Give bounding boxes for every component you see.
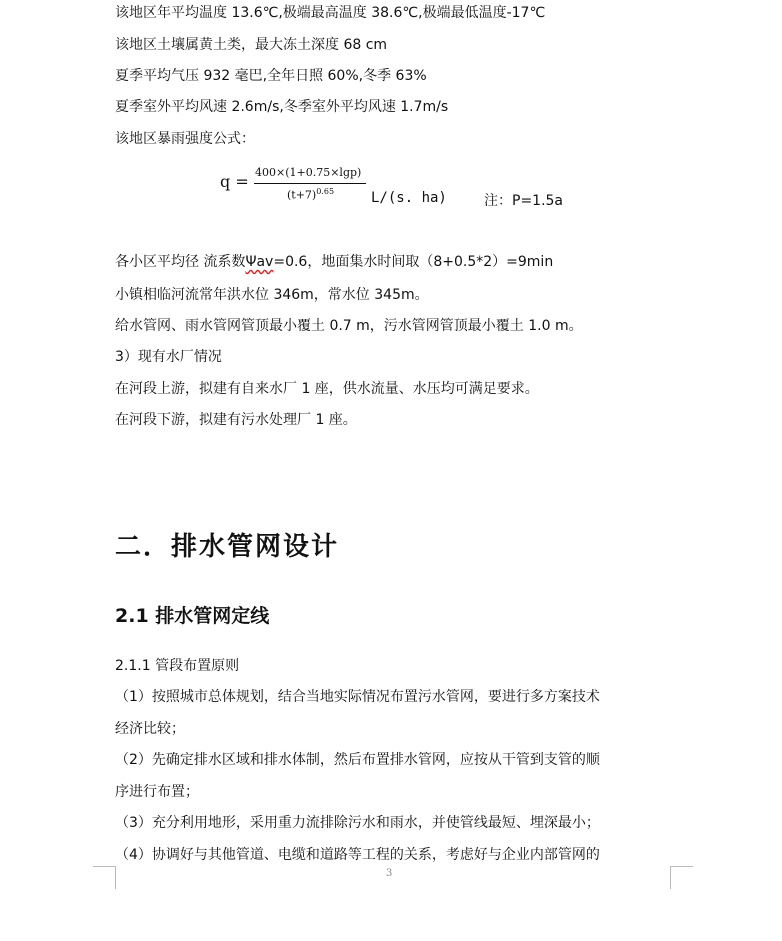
text-line: 小镇相临河流常年洪水位 346m，常水位 345m。 xyxy=(115,287,429,303)
principle-line: （4）协调好与其他管道、电缆和道路等工程的关系，考虑好与企业内部管网的 xyxy=(115,847,600,863)
spellcheck-mark: Ψav xyxy=(245,254,274,270)
text-line: 给水管网、雨水管网管顶最小覆土 0.7 m，污水管网管顶最小覆土 1.0 m。 xyxy=(115,318,583,334)
page-corner-mark-left xyxy=(93,866,116,889)
text-line: 在河段下游，拟建有污水处理厂 1 座。 xyxy=(115,412,357,428)
heading-level-1: 二．排水管网设计 xyxy=(115,532,340,562)
formula-denominator: $(t+7)^{0.65}$ xyxy=(287,187,335,202)
section-heading: 2.1.1 管段布置原则 xyxy=(115,658,240,674)
text-line: 3）现有水厂情况 xyxy=(115,349,222,365)
heading-level-2: 2.1 排水管网定线 xyxy=(115,605,270,627)
formula-unit: L/(s. ha) xyxy=(371,190,447,206)
text-line: 夏季平均气压 932 毫巴,全年日照 60%,冬季 63% xyxy=(115,68,427,84)
text-line: 该地区暴雨强度公式： xyxy=(115,131,255,147)
formula-note: 注：P=1.5a xyxy=(484,193,564,209)
principle-line: 经济比较； xyxy=(115,721,185,737)
principle-line: （3）充分利用地形，采用重力流排除污水和雨水，并使管线最短、埋深最小； xyxy=(115,815,600,831)
text-line: 该地区土壤属黄土类，最大冻土深度 68 cm xyxy=(115,37,388,53)
text-line: 夏季室外平均风速 2.6m/s,冬季室外平均风速 1.7m/s xyxy=(115,99,449,115)
principle-line: （2）先确定排水区域和排水体制，然后布置排水管网，应按从干管到支管的顺 xyxy=(115,752,600,768)
runoff-coefficient-line: 各小区平均径 流系数Ψav=0.6，地面集水时间取（8+0.5*2）=9min xyxy=(115,254,554,270)
text-line: 在河段上游，拟建有自来水厂 1 座，供水流量、水压均可满足要求。 xyxy=(115,381,539,397)
fraction-bar xyxy=(254,183,366,184)
page-number: 3 xyxy=(386,868,393,879)
page-corner-mark-right xyxy=(670,866,693,889)
principle-line: （1）按照城市总体规划，结合当地实际情况布置污水管网，要进行多方案技术 xyxy=(115,689,600,705)
formula-lhs: q = xyxy=(220,172,249,191)
formula-numerator: 400×(1+0.75×lgp) xyxy=(255,166,362,179)
principle-line: 序进行布置； xyxy=(115,784,199,800)
text-line: 该地区年平均温度 13.6℃,极端最高温度 38.6℃,极端最低温度-17℃ xyxy=(115,5,546,21)
